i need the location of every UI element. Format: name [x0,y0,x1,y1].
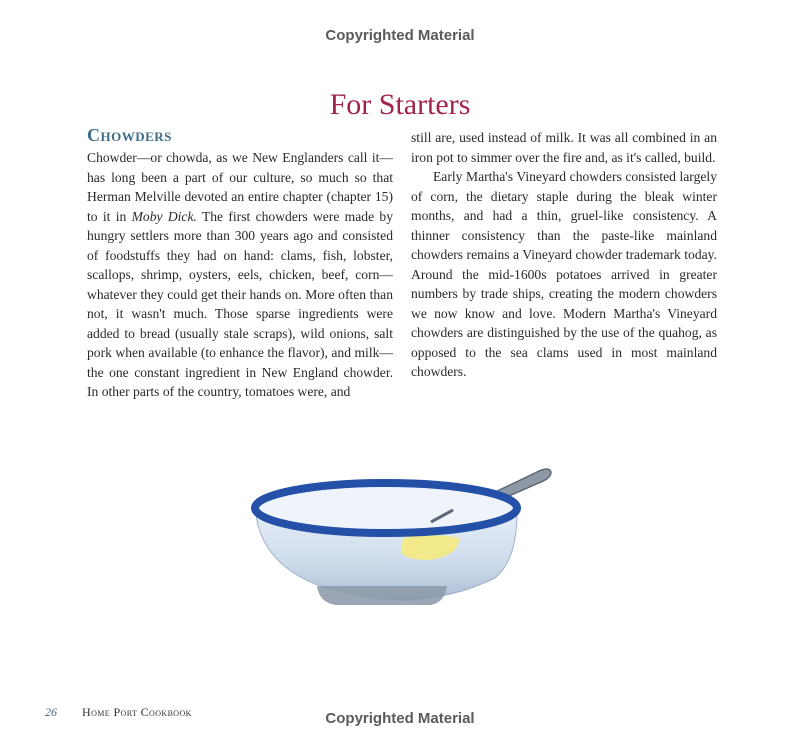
chapter-title: For Starters [329,88,471,122]
bowl-with-spoon-icon [245,460,557,618]
text-span: The first chowders were made by hungry settlers more than 300 years ago and consisted of foodstuffs they had on hand: clams, fish, lobster, scallops, shrimp, oysters, eels, chicken, beef, corn—whatever they could get their hands on. More often than not, it wasn't much. Those sparse ingredients were added to bread (usually stale scraps), wild onions, salt pork when available (to enhance the flavor), and milk—the one constant ingredient in New England chowder. In other parts of the country, tomatoes were, and [87,208,393,399]
book-title-italic: Moby Dick. [131,208,197,224]
running-book-title: Home Port Cookbook [82,705,192,719]
left-text-column [87,124,393,402]
paragraph: Early Martha's Vineyard chowders consisted largely of corn, the dietary staple during the bleak winter months, and had a thin, gruel-like consistency. A thinner consistency than the paste-like mainland chowders remains a Vineyard chowder trademark today. Around the mid-1600s potatoes arrived in greater numbers by trade ships, creating the modern chowders we now know and love. Modern Martha's Vineyard chowders are distinguished by the use of the quahog, as opposed to the sea clams used in most mainland chowders. [411,169,717,379]
right-text-column [411,128,717,382]
section-heading: Chowders [87,125,172,145]
copyright-notice-bottom: Copyrighted Material [325,710,475,727]
page-number: 26 [45,705,57,719]
paragraph: still are, used instead of milk. It was all combined in an iron pot to simmer over the fire and, as it's called, build. [411,130,717,165]
copyright-notice-top: Copyrighted Material [325,27,475,44]
paragraph [87,148,393,402]
text-span: Chowder—or chowda, as we New Englanders call it—has long been a part of our culture, so much so that Herman Melville devoted an entire chapter (chapter 15) to it in [87,150,393,224]
